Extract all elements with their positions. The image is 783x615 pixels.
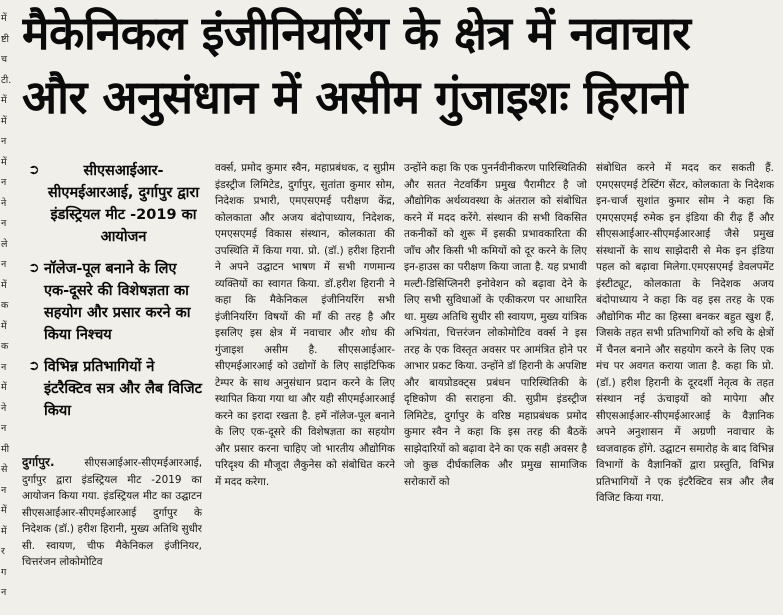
gutter-fragment: से xyxy=(1,464,8,475)
gutter-fragment: ष्टी xyxy=(1,33,10,45)
article-column-3 xyxy=(404,160,587,615)
article-text: संबोधित करने में मदद कर सकती हैं. एमएसएमई टेस्टिंग सेंटर, कोलकाता के निदेशक इन-चार्ज सुशांत कुमार सोम ने कहा कि एमएसएमई रुमेक इन इंडिया की रीढ़ हैं और सीएसआईआर-सीएमईआरआई जैसे प्रमुख संस्थानों के साथ साझेदारी से मेक इन इंडिया पहल को बढ़ावा मिलेगा.एमएसएमई डेवलपमेंट इंस्टीट्यूट, कोलकाता के निदेशक अजय बंदोपाध्याय ने कहा कि वह इस तरह के एक औद्योगिक मीट का हिस्सा बनकर बहुत खुश हैं, जिसके तहत सभी प्रतिभागियों को रुचि के क्षेत्रों में चैनल बनाने और सहयोग करने के लिए एक मंच पर अवगत कराया जाता है. कहा कि प्रो. (डॉ.) हरीश हिरानी के दूरदर्शी नेतृत्व के तहत संस्थान नई ऊंचाइयों को मापेगा और सीएसआईआर-सीएमईआरआई के वैज्ञानिक अपने अनुशासन में अग्रणी नवाचार के ध्वजवाहक होंगे. उद्घाटन समारोह के बाद विभिन्न विभागों के वैज्ञानिकों द्वारा प्रस्तुति, विभिन्न प्रतिभागियों ने एक इंटरैक्टिव सत्र और लैब विजिट किया गया. xyxy=(596,162,774,504)
article-column-2 xyxy=(215,160,395,615)
gutter-fragment: न xyxy=(1,587,7,598)
article-column-1 xyxy=(22,454,202,615)
highlight-item xyxy=(28,160,203,248)
gutter-fragment: में xyxy=(1,525,7,537)
highlight-item xyxy=(28,258,203,346)
highlight-text: नॉलेज-पूल बनाने के लिए एक-दूसरे की विशेषज्ञता का सहयोग और प्रसार करने का किया निश्चय xyxy=(44,261,191,343)
gutter-fragment: मी xyxy=(1,443,10,455)
headline-line-2: और अनुसंधान में असीम गुंजाइशः हिरानी xyxy=(22,70,687,124)
article-column-4 xyxy=(596,160,774,615)
gutter-fragment: में xyxy=(1,156,7,168)
gutter-fragment: में xyxy=(1,320,7,332)
gutter-fragment: टी. xyxy=(1,74,12,86)
gutter-fragment: में xyxy=(1,505,7,516)
article-text: सीएसआईआर-सीएमईआरआई, दुर्गापुर द्वारा इंडस्ट्रियल मीट -2019 का आयोजन किया गया. इंडस्ट्रियल मीट का उद्घाटन सीएसआईआर-सीएमईआरआई दुर्गापुर के निदेशक (डॉ.) हरीश हिरानी, मुख्य अतिथि सुधीर सी. स्वायण, चीफ मैकेनिकल इंजीनियर, चित्तरंजन लोकोमोटिव xyxy=(22,457,202,568)
gutter-fragment: ने xyxy=(1,197,7,209)
gutter-fragment: ले xyxy=(1,238,8,250)
highlights-box xyxy=(28,160,203,432)
gutter-fragment: न xyxy=(1,259,7,270)
gutter-fragment: न xyxy=(1,361,7,373)
gutter-fragment: में xyxy=(1,382,7,393)
highlight-item xyxy=(28,356,203,422)
gutter-fragment: र xyxy=(1,546,5,557)
article-paragraph xyxy=(22,454,202,571)
dateline: दुर्गापुर. xyxy=(22,455,55,469)
arrow-bullet-icon: ➲ xyxy=(28,358,40,374)
gutter-fragment: ग xyxy=(1,566,7,578)
gutter-fragment: न xyxy=(1,484,7,496)
gutter-fragment: ने xyxy=(1,402,7,414)
highlight-text: विभिन्न प्रतिभागियों ने इंटरैक्टिव सत्र और लैब विजिट किया xyxy=(44,359,202,419)
gutter-fragment: में xyxy=(1,95,7,106)
gutter-fragment: में xyxy=(1,115,7,127)
gutter-fragment: न xyxy=(1,423,7,434)
article-text: वर्क्स, प्रमोद कुमार स्वैन, महाप्रबंधक, द सुप्रीम इंडस्ट्रीज लिमिटेड, दुर्गापुर, सुतांता कुमार सोम, निदेशक प्रभारी, एमएसएमई परीक्षण केंद्र, कोलकाता और अजय बंदोपाध्याय, निदेशक, एमएसएमई विकास संस्थान, कोलकाता की उपस्थिति में किया गया. प्रो. (डॉ.) हरीश हिरानी ने अपने उद्घाटन भाषण में सभी गणमान्य व्यक्तियों का स्वागत किया. डॉ.हरीश हिरानी ने कहा कि मैकेनिकल इंजीनियरिंग सभी इंजीनियरिंग विषयों की माँ की तरह है और इसलिए इस क्षेत्र में नवाचार और शोध की गुंजाइश असीम है. सीएसआईआर-सीएमईआरआई को उद्योगों के लिए साइंटिफिक टेम्पर के साथ अनुसंधान प्रदान करने के लिए स्थापित किया गया था और यही सीएमईआरआई करने का इरादा रखता है. हमें नॉलेज-पूल बनाने के लिए एक-दूसरे की विशेषज्ञता का सहयोग और प्रसार करना चाहिए जो भारतीय औद्योगिक परिदृश्य की मौजूदा लैकुनेस को संबोधित करने में मदद करेगा. xyxy=(215,162,395,488)
gutter-fragment: में xyxy=(1,279,7,291)
gutter-fragment: न xyxy=(1,177,7,188)
arrow-bullet-icon: ➲ xyxy=(28,162,40,178)
gutter-fragment: न xyxy=(1,218,7,229)
gutter-fragment: क xyxy=(1,300,9,311)
highlight-text: सीएसआईआर-सीएमईआरआई, दुर्गापुर द्वारा इंडस्ट्रियल मीट -2019 का आयोजन xyxy=(47,163,200,245)
article-text: उन्होंने कहा कि एक पुनर्नवीनीकरण पारिस्थितिकी और सतत नेटवर्किंग प्रमुख पैरामीटर है जो औद्योगिक अर्थव्यवस्था के अंतराल को संबोधित करने में मदद करेंगे. संस्थान की सभी विकसित तकनीकों को शुरू में इसकी प्रभावकारिता की जाँच और किसी भी कमियों को दूर करने के लिए इन-हाउस का परीक्षण किया जाता है. यह प्रभावी मल्टी-डिसिप्लिनरी इनोवेशन को बढ़ावा देने के लिए सभी सुविधाओं के एकीकरण पर आधारित था. मुख्य अतिथि सुधीर सी स्वायण, मुख्य यांत्रिक अभियंता, चित्तरंजन लोकोमोटिव वर्क्स ने इस तरह के एक विस्तृत अवसर पर आमंत्रित होने पर आभार प्रकट किया. उन्होंने डॉ हिरानी के अपशिष्ट और बायप्रोडक्ट्स प्रबंधन पारिस्थितिकी के दृष्टिकोण की सराहना की. सुप्रीम इंडस्ट्रीज लिमिटेड, दुर्गापुर के वरिष्ठ महाप्रबंधक प्रमोद कुमार स्वैन ने कहा कि इस तरह की बैठकें साझेदारियों को बढ़ावा देने का एक सही अवसर है जो कुछ दीर्घकालिक और प्रमुख सामाजिक सरोकारों को xyxy=(404,162,587,488)
gutter-fragment: क xyxy=(1,341,9,352)
arrow-bullet-icon: ➲ xyxy=(28,260,40,276)
adjacent-article-fragment xyxy=(0,0,16,615)
headline-line-1: मैकेनिकल इंजीनियरिंग के क्षेत्र में नवाचार xyxy=(22,6,691,60)
gutter-fragment: में xyxy=(1,13,7,24)
gutter-fragment: न xyxy=(1,136,7,147)
gutter-fragment: च xyxy=(1,54,8,65)
